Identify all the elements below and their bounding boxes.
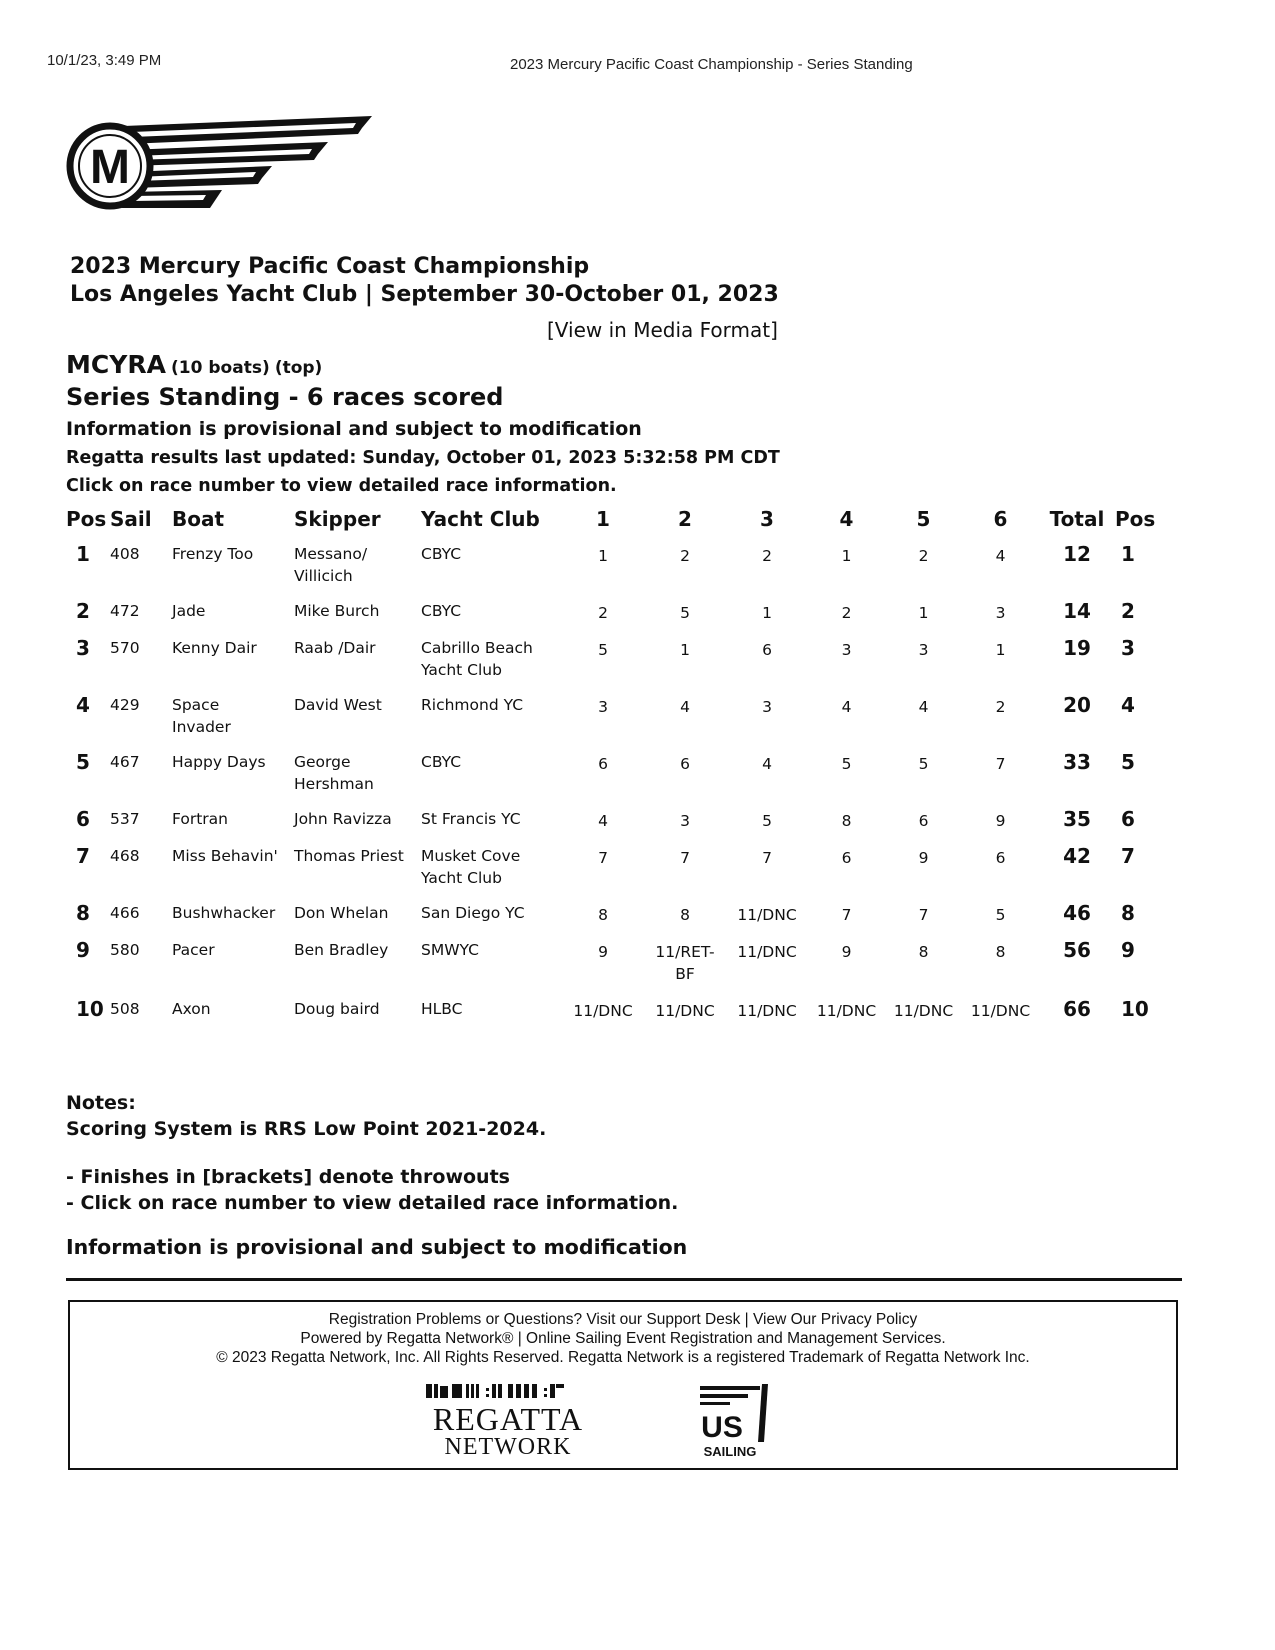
- footer-divider: [66, 1278, 1182, 1281]
- results-body: [66, 537, 1226, 1029]
- cell-race-4: 3: [841, 641, 852, 659]
- cell-final-position: 4: [1121, 693, 1135, 717]
- cell-race-1: 3: [598, 698, 608, 716]
- cell-race-2: 4: [680, 698, 690, 716]
- cell-final-position: 2: [1121, 599, 1135, 623]
- cell-yacht-club: Musket Cove Yacht Club: [421, 847, 521, 887]
- cell-position: 5: [76, 750, 90, 774]
- cell-total: 12: [1063, 542, 1091, 566]
- table-row: [66, 933, 1226, 992]
- cell-race-5: 5: [918, 755, 929, 773]
- us-logo-us: US: [701, 1411, 743, 1444]
- us-logo-sailing: SAILING: [703, 1444, 757, 1459]
- cell-race-4: 5: [841, 755, 852, 773]
- cell-yacht-club: St Francis YC: [421, 810, 521, 828]
- header-race-1-link[interactable]: 1: [596, 507, 610, 531]
- cell-total: 46: [1063, 901, 1091, 925]
- header-yacht-club: Yacht Club: [421, 507, 540, 531]
- header-final-pos: Pos: [1115, 507, 1156, 531]
- cell-boat: Fortran: [172, 810, 228, 828]
- cell-yacht-club: Cabrillo Beach Yacht Club: [421, 639, 533, 679]
- series-standing-title: Series Standing - 6 races scored: [66, 383, 504, 411]
- cell-sail-number: 468: [110, 847, 140, 865]
- cell-position: 4: [76, 693, 90, 717]
- header-total: Total: [1049, 507, 1105, 531]
- support-desk-link[interactable]: Support Desk: [646, 1311, 741, 1328]
- class-heading: [66, 350, 322, 379]
- cell-sail-number: 580: [110, 941, 140, 959]
- cell-boat: Kenny Dair: [172, 639, 257, 657]
- cell-race-6: 7: [995, 755, 1006, 773]
- notes-scoring-system: Scoring System is RRS Low Point 2021-2024.: [66, 1118, 547, 1140]
- logo-letter: M: [90, 141, 130, 194]
- cell-race-5: 7: [918, 906, 929, 924]
- notes-throwouts: - Finishes in [brackets] denote throwouts: [66, 1166, 510, 1188]
- header-skipper: Skipper: [294, 507, 381, 531]
- cell-race-4: 4: [841, 698, 852, 716]
- cell-race-3: 11/DNC: [737, 906, 797, 924]
- cell-sail-number: 467: [110, 753, 140, 771]
- results-table: [66, 503, 1226, 1029]
- cell-total: 56: [1063, 938, 1091, 962]
- cell-final-position: 10: [1121, 997, 1149, 1021]
- cell-race-4: 8: [841, 812, 852, 830]
- header-race-6-link[interactable]: 6: [993, 507, 1008, 531]
- event-subtitle: Los Angeles Yacht Club | September 30-October 01, 2023: [70, 282, 779, 307]
- cell-race-3: 2: [762, 547, 772, 565]
- cell-race-5: 11/DNC: [893, 1002, 954, 1020]
- us-sailing-logo[interactable]: [692, 1382, 778, 1460]
- cell-position: 3: [76, 636, 90, 660]
- cell-race-3: 3: [762, 698, 772, 716]
- cell-sail-number: 408: [110, 545, 140, 563]
- cell-race-6: 6: [995, 849, 1006, 867]
- footer: [68, 1300, 1178, 1470]
- cell-race-1: 9: [598, 943, 608, 961]
- header-sail: Sail: [110, 507, 152, 531]
- cell-race-2: 8: [680, 906, 690, 924]
- table-row: [66, 594, 1226, 631]
- cell-race-2: 3: [680, 812, 690, 830]
- cell-position: 8: [76, 901, 90, 925]
- cell-race-2: 11/RET- BF: [655, 943, 715, 983]
- table-row: [66, 537, 1226, 594]
- footer-separator: |: [744, 1311, 749, 1328]
- cell-race-2: 5: [680, 604, 690, 622]
- cell-boat: Frenzy Too: [172, 545, 254, 563]
- header-race-4-link[interactable]: 4: [839, 507, 854, 531]
- cell-boat: Happy Days: [172, 753, 266, 771]
- cell-race-6: 11/DNC: [970, 1002, 1031, 1020]
- cell-race-3: 7: [762, 849, 772, 867]
- header-boat: Boat: [172, 507, 225, 531]
- cell-yacht-club: CBYC: [421, 602, 462, 620]
- cell-race-1: 1: [598, 547, 608, 565]
- cell-race-5: 6: [918, 812, 929, 830]
- cell-race-1: 7: [598, 849, 608, 867]
- cell-skipper: Raab /Dair: [294, 639, 376, 657]
- cell-race-5: 4: [918, 698, 929, 716]
- cell-skipper: George Hershman: [294, 753, 374, 793]
- cell-total: 20: [1063, 693, 1091, 717]
- cell-boat: Space Invader: [172, 696, 231, 736]
- event-title: 2023 Mercury Pacific Coast Championship: [70, 254, 590, 279]
- cell-race-6: 9: [995, 812, 1006, 830]
- cell-final-position: 6: [1121, 807, 1135, 831]
- footer-support-line: [70, 1310, 1176, 1329]
- cell-skipper: Doug baird: [294, 1000, 380, 1018]
- class-boat-count: (10 boats): [171, 358, 270, 378]
- cell-race-1: 6: [598, 755, 608, 773]
- table-header-row: [66, 503, 1226, 537]
- cell-yacht-club: CBYC: [421, 545, 462, 563]
- cell-race-5: 9: [918, 849, 929, 867]
- cell-race-1: 8: [598, 906, 608, 924]
- cell-position: 9: [76, 938, 90, 962]
- cell-yacht-club: San Diego YC: [421, 904, 525, 922]
- cell-race-2: 1: [680, 641, 690, 659]
- cell-race-1: 2: [598, 604, 608, 622]
- cell-boat: Jade: [172, 602, 206, 620]
- cell-race-4: 7: [841, 906, 852, 924]
- notes-section: [66, 1090, 687, 1260]
- cell-race-3: 6: [762, 641, 772, 659]
- table-row: [66, 688, 1226, 745]
- privacy-policy-link[interactable]: View Our Privacy Policy: [752, 1311, 918, 1328]
- cell-total: 66: [1063, 997, 1091, 1021]
- cell-skipper: Ben Bradley: [294, 941, 389, 959]
- cell-boat: Axon: [172, 1000, 211, 1018]
- cell-race-2: 6: [680, 755, 690, 773]
- cell-final-position: 9: [1121, 938, 1135, 962]
- header-race-5-link[interactable]: 5: [916, 507, 931, 531]
- view-media-format-link[interactable]: [View in Media Format]: [547, 318, 778, 342]
- cell-race-5: 8: [918, 943, 929, 961]
- cell-race-6: 2: [995, 698, 1006, 716]
- click-info: Click on race number to view detailed race information.: [66, 476, 617, 496]
- cell-race-6: 1: [995, 641, 1006, 659]
- notes-provisional: Information is provisional and subject to modification: [66, 1235, 688, 1259]
- table-row: [66, 896, 1226, 933]
- cell-skipper: Mike Burch: [294, 602, 380, 620]
- class-name: MCYRA: [66, 350, 166, 379]
- cell-race-2: 11/DNC: [655, 1002, 715, 1020]
- cell-sail-number: 472: [110, 602, 140, 620]
- cell-yacht-club: HLBC: [421, 1000, 463, 1018]
- cell-total: 19: [1063, 636, 1091, 660]
- header-race-3-link[interactable]: 3: [760, 507, 774, 531]
- cell-sail-number: 570: [110, 639, 140, 657]
- cell-yacht-club: SMWYC: [421, 941, 479, 959]
- cell-race-6: 3: [995, 604, 1006, 622]
- cell-boat: Bushwhacker: [172, 904, 276, 922]
- cell-race-2: 7: [680, 849, 690, 867]
- cell-total: 33: [1063, 750, 1091, 774]
- cell-race-2: 2: [680, 547, 690, 565]
- footer-support-prefix: Registration Problems or Questions? Visit our: [328, 1311, 643, 1328]
- cell-sail-number: 508: [110, 1000, 140, 1018]
- cell-race-3: 11/DNC: [737, 1002, 797, 1020]
- cell-final-position: 5: [1121, 750, 1135, 774]
- cell-final-position: 8: [1121, 901, 1135, 925]
- cell-race-3: 11/DNC: [737, 943, 797, 961]
- cell-yacht-club: CBYC: [421, 753, 462, 771]
- notes-heading: Notes:: [66, 1092, 136, 1114]
- cell-race-3: 1: [762, 604, 772, 622]
- table-row: [66, 631, 1226, 688]
- provisional-notice: Information is provisional and subject to modification: [66, 418, 642, 440]
- cell-skipper: David West: [294, 696, 382, 714]
- cell-race-6: 8: [995, 943, 1006, 961]
- cell-race-4: 9: [841, 943, 852, 961]
- cell-boat: Pacer: [172, 941, 215, 959]
- cell-race-3: 4: [762, 755, 772, 773]
- print-page-title: 2023 Mercury Pacific Coast Championship - Series Standing: [510, 56, 913, 73]
- table-row: [66, 839, 1226, 896]
- cell-final-position: 1: [1121, 542, 1135, 566]
- cell-yacht-club: Richmond YC: [421, 696, 524, 714]
- print-timestamp: 10/1/23, 3:49 PM: [47, 52, 162, 69]
- rn-logo-network: NETWORK: [444, 1434, 572, 1460]
- table-row: [66, 992, 1226, 1029]
- cell-sail-number: 429: [110, 696, 140, 714]
- cell-race-4: 6: [841, 849, 852, 867]
- top-link[interactable]: (top): [274, 358, 323, 378]
- cell-race-6: 5: [995, 906, 1006, 924]
- header-race-2-link[interactable]: 2: [678, 507, 692, 531]
- cell-total: 35: [1063, 807, 1091, 831]
- cell-skipper: Thomas Priest: [294, 847, 404, 865]
- cell-final-position: 7: [1121, 844, 1135, 868]
- cell-race-1: 11/DNC: [573, 1002, 633, 1020]
- cell-skipper: Don Whelan: [294, 904, 389, 922]
- header-pos: Pos: [66, 507, 107, 531]
- rn-logo-regatta: REGATTA: [432, 1401, 584, 1437]
- footer-powered-by: Powered by Regatta Network® | Online Sailing Event Registration and Management Services.: [300, 1330, 946, 1347]
- cell-position: 6: [76, 807, 90, 831]
- print-header: [0, 52, 1275, 76]
- cell-race-5: 1: [918, 604, 929, 622]
- cell-race-4: 11/DNC: [816, 1002, 877, 1020]
- notes-click-info: - Click on race number to view detailed race information.: [66, 1192, 679, 1214]
- cell-skipper: Messano/ Villicich: [294, 545, 368, 585]
- cell-total: 14: [1063, 599, 1091, 623]
- mercury-logo: [66, 112, 396, 224]
- footer-copyright: © 2023 Regatta Network, Inc. All Rights Reserved. Regatta Network is a registered Trademark of Regatta Network Inc.: [216, 1349, 1030, 1366]
- cell-position: 2: [76, 599, 90, 623]
- cell-race-3: 5: [762, 812, 772, 830]
- cell-sail-number: 466: [110, 904, 140, 922]
- table-row: [66, 802, 1226, 839]
- cell-race-6: 4: [995, 547, 1006, 565]
- last-updated: Regatta results last updated: Sunday, October 01, 2023 5:32:58 PM CDT: [66, 448, 780, 468]
- table-row: [66, 745, 1226, 802]
- cell-position: 7: [76, 844, 90, 868]
- cell-position: 1: [76, 542, 90, 566]
- cell-race-4: 1: [841, 547, 852, 565]
- regatta-network-logo[interactable]: [420, 1382, 620, 1460]
- cell-race-1: 5: [598, 641, 608, 659]
- cell-sail-number: 537: [110, 810, 140, 828]
- cell-race-5: 2: [918, 547, 929, 565]
- cell-race-4: 2: [841, 604, 852, 622]
- cell-boat: Miss Behavin': [172, 847, 278, 865]
- cell-final-position: 3: [1121, 636, 1135, 660]
- cell-skipper: John Ravizza: [294, 810, 392, 828]
- cell-race-1: 4: [598, 812, 608, 830]
- cell-total: 42: [1063, 844, 1091, 868]
- cell-position: 10: [76, 997, 104, 1021]
- cell-race-5: 3: [918, 641, 929, 659]
